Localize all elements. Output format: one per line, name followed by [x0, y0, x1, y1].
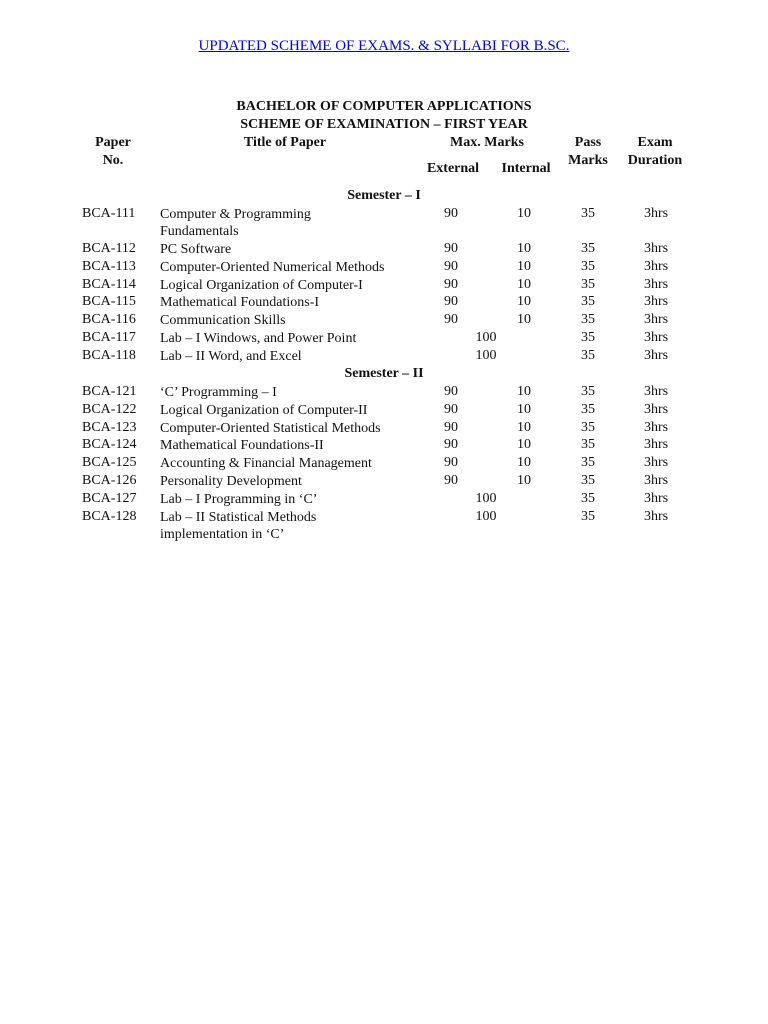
exam-duration: 3hrs	[643, 420, 669, 435]
internal-marks: 10	[517, 241, 531, 256]
paper-title-line: Lab – II Statistical Methods	[160, 510, 317, 525]
internal-marks: 10	[517, 420, 531, 435]
pass-marks: 35	[581, 259, 595, 274]
exam-duration: 3hrs	[643, 455, 669, 470]
paper-no: BCA-114	[82, 277, 136, 292]
table-row	[0, 455, 768, 473]
table-row	[0, 294, 768, 312]
pass-marks: 35	[581, 206, 595, 221]
paper-no: BCA-127	[82, 491, 137, 506]
paper-no: BCA-123	[82, 420, 137, 435]
exam-duration: 3hrs	[643, 330, 669, 345]
exam-duration: 3hrs	[643, 206, 669, 221]
internal-marks: 10	[517, 455, 531, 470]
pass-marks: 35	[581, 437, 595, 452]
table-row	[0, 312, 768, 330]
internal-marks: 10	[517, 259, 531, 274]
document-subtitle: SCHEME OF EXAMINATION – FIRST YEAR	[240, 117, 528, 132]
pass-marks: 35	[581, 473, 595, 488]
pass-marks: 35	[581, 402, 595, 417]
pass-marks: 35	[581, 312, 595, 327]
paper-title: Personality Development	[160, 474, 302, 489]
col-header-title: Title of Paper	[243, 135, 327, 150]
exam-duration: 3hrs	[643, 348, 669, 363]
external-marks: 90	[444, 241, 458, 256]
col-header-external: External	[426, 161, 480, 176]
col-header-paper: Paper	[95, 135, 131, 150]
col-header-duration: Duration	[627, 153, 683, 168]
external-marks: 90	[444, 277, 458, 292]
external-marks: 90	[444, 420, 458, 435]
internal-marks: 10	[517, 277, 531, 292]
external-marks: 90	[444, 259, 458, 274]
pass-marks: 35	[581, 294, 595, 309]
pass-marks: 35	[581, 491, 595, 506]
paper-title-line: implementation in ‘C’	[160, 527, 285, 542]
paper-title: Mathematical Foundations-II	[160, 438, 324, 453]
exam-duration: 3hrs	[643, 491, 669, 506]
internal-marks: 10	[517, 402, 531, 417]
pass-marks: 35	[581, 420, 595, 435]
paper-no: BCA-125	[82, 455, 137, 470]
external-marks: 90	[444, 312, 458, 327]
pass-marks: 35	[581, 241, 595, 256]
paper-title: Logical Organization of Computer-II	[160, 403, 368, 418]
internal-marks: 10	[517, 294, 531, 309]
exam-duration: 3hrs	[643, 473, 669, 488]
exam-duration: 3hrs	[643, 241, 669, 256]
paper-title: ‘C’ Programming – I	[160, 385, 277, 400]
pass-marks: 35	[581, 384, 595, 399]
exam-duration: 3hrs	[643, 384, 669, 399]
paper-title: Lab – I Windows, and Power Point	[160, 331, 357, 346]
exam-duration: 3hrs	[643, 294, 669, 309]
combined-marks: 100	[475, 330, 497, 345]
semester-heading: Semester – I	[347, 188, 421, 203]
paper-title: Communication Skills	[160, 313, 286, 328]
exam-duration: 3hrs	[643, 402, 669, 417]
table-row	[0, 259, 768, 277]
external-marks: 90	[444, 206, 458, 221]
pass-marks: 35	[581, 277, 595, 292]
combined-marks: 100	[475, 348, 497, 363]
paper-no: BCA-115	[82, 294, 136, 309]
col-header-max-marks: Max. Marks	[450, 135, 524, 150]
paper-no: BCA-122	[82, 402, 137, 417]
col-header-internal: Internal	[501, 161, 551, 176]
paper-no: BCA-118	[82, 348, 136, 363]
internal-marks: 10	[517, 473, 531, 488]
external-marks: 90	[444, 455, 458, 470]
external-marks: 90	[444, 294, 458, 309]
pass-marks: 35	[581, 330, 595, 345]
paper-title: Accounting & Financial Management	[160, 456, 372, 471]
paper-no: BCA-113	[82, 259, 136, 274]
pass-marks: 35	[581, 509, 595, 524]
paper-title-line: Fundamentals	[160, 224, 239, 239]
table-row	[0, 348, 768, 366]
exam-duration: 3hrs	[643, 437, 669, 452]
table-row	[0, 241, 768, 259]
external-marks: 90	[444, 384, 458, 399]
table-row	[0, 420, 768, 438]
external-marks: 90	[444, 402, 458, 417]
internal-marks: 10	[517, 437, 531, 452]
exam-duration: 3hrs	[643, 277, 669, 292]
pass-marks: 35	[581, 455, 595, 470]
paper-no: BCA-112	[82, 241, 136, 256]
paper-no: BCA-121	[82, 384, 137, 399]
table-row	[0, 277, 768, 295]
external-marks: 90	[444, 473, 458, 488]
paper-no: BCA-126	[82, 473, 137, 488]
col-header-exam: Exam	[637, 135, 673, 150]
col-header-pass: Pass	[574, 135, 602, 150]
paper-title: Logical Organization of Computer-I	[160, 278, 363, 293]
combined-marks: 100	[475, 509, 497, 524]
paper-no: BCA-111	[82, 206, 136, 221]
paper-title: Computer-Oriented Numerical Methods	[160, 260, 385, 275]
external-marks: 90	[444, 437, 458, 452]
paper-no: BCA-128	[82, 509, 137, 524]
paper-no: BCA-124	[82, 437, 137, 452]
paper-title	[160, 509, 406, 543]
table-row	[0, 473, 768, 491]
paper-title-line: Computer & Programming	[160, 207, 311, 222]
col-header-marks: Marks	[568, 153, 608, 168]
header-link[interactable]: UPDATED SCHEME OF EXAMS. & SYLLABI FOR B.SC.	[198, 38, 570, 54]
internal-marks: 10	[517, 206, 531, 221]
document-title: BACHELOR OF COMPUTER APPLICATIONS	[236, 99, 532, 114]
table-row	[0, 509, 768, 542]
col-header-no: No.	[102, 153, 124, 168]
paper-title: Lab – II Word, and Excel	[160, 349, 302, 364]
table-row	[0, 491, 768, 509]
exam-duration: 3hrs	[643, 259, 669, 274]
internal-marks: 10	[517, 312, 531, 327]
table-row	[0, 330, 768, 348]
table-row	[0, 437, 768, 455]
semester-heading: Semester – II	[344, 366, 424, 381]
table-row	[0, 384, 768, 402]
paper-title: PC Software	[160, 242, 232, 257]
combined-marks: 100	[475, 491, 497, 506]
exam-duration: 3hrs	[643, 312, 669, 327]
paper-no: BCA-117	[82, 330, 136, 345]
paper-title: Mathematical Foundations-I	[160, 295, 320, 310]
pass-marks: 35	[581, 348, 595, 363]
paper-title: Lab – I Programming in ‘C’	[160, 492, 318, 507]
paper-no: BCA-116	[82, 312, 136, 327]
table-row	[0, 206, 768, 239]
internal-marks: 10	[517, 384, 531, 399]
paper-title	[160, 206, 406, 240]
table-row	[0, 402, 768, 420]
paper-title: Computer-Oriented Statistical Methods	[160, 421, 381, 436]
exam-duration: 3hrs	[643, 509, 669, 524]
